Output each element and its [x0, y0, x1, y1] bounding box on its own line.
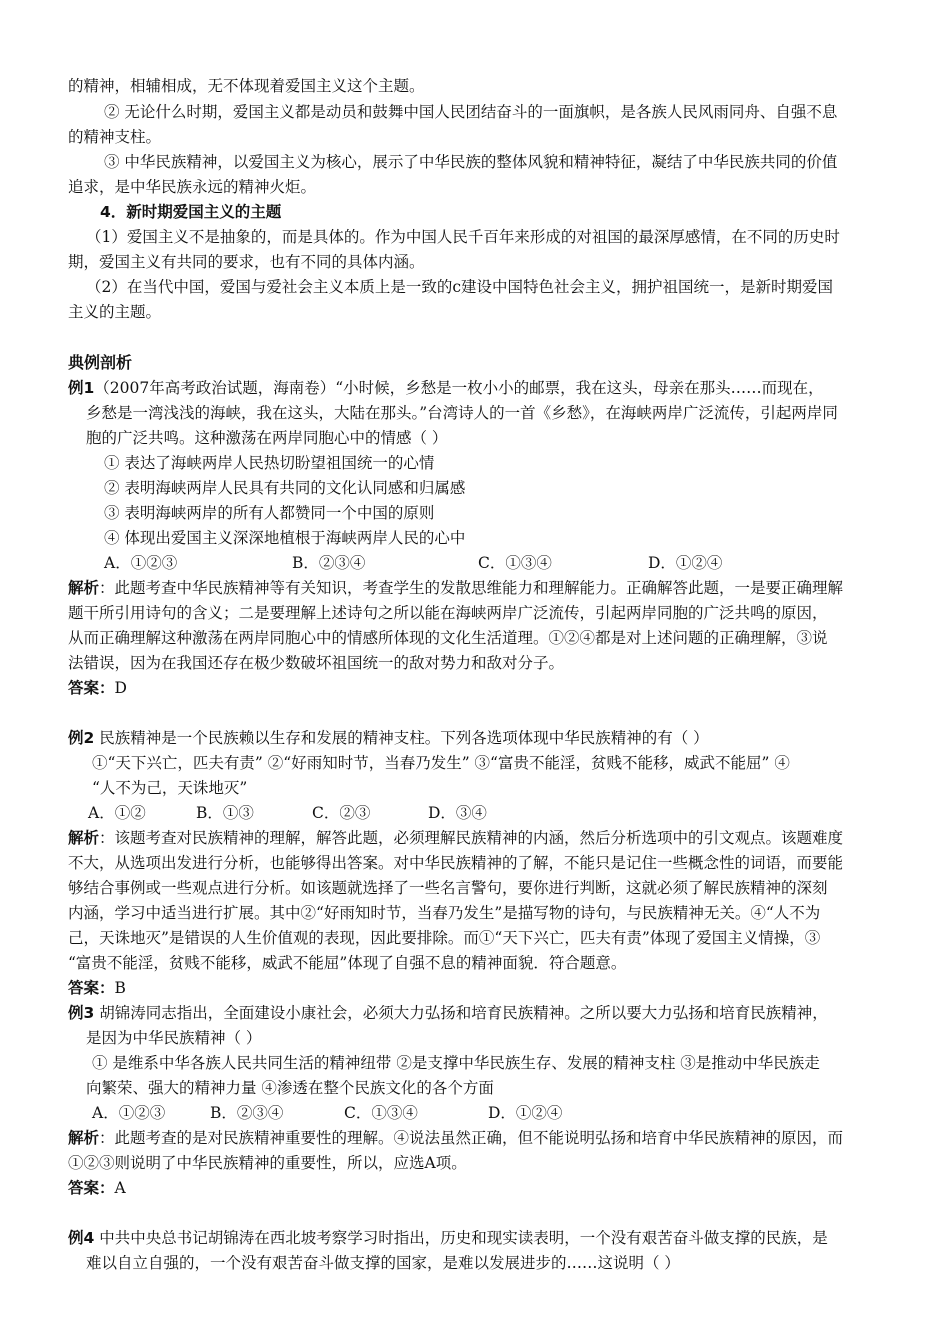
- example-2-option-b: B．①③: [196, 804, 254, 822]
- section-4-title: 4．新时期爱国主义的主题: [100, 203, 282, 221]
- example-1-answer-label: 答案：: [68, 679, 115, 697]
- example-2-answer-label: 答案：: [68, 979, 115, 997]
- section-4-point-1: （1）爱国主义不是抽象的，而是具体的。作为中国人民千百年来形成的对祖国的最深厚感情，在不同的历史时: [86, 228, 840, 246]
- example-1-question-line-1: [68, 377, 824, 399]
- intro-line-1: 的精神，相辅相成，无不体现着爱国主义这个主题。: [68, 77, 425, 95]
- example-1-statement-3: ③ 表明海峡两岸的所有人都赞同一个中国的原则: [104, 504, 435, 522]
- example-1-option-d: D．①②④: [648, 554, 723, 572]
- example-3-question-text: 胡锦涛同志指出，全面建设小康社会，必须大力弘扬和培育民族精神。之所以要大力弘扬和培育民族精神，: [94, 1004, 828, 1022]
- example-1-question-line-3: 胞的广泛共鸣。这种激荡在两岸同胞心中的情感（ ）: [86, 429, 448, 447]
- example-1-option-b: B．②③④: [292, 554, 366, 572]
- section-4-point-2: （2）在当代中国，爱国与爱社会主义本质上是一致的c建设中国特色社会主义，拥护祖国统一，是新时期爱国: [86, 278, 834, 296]
- intro-point-3-cont: 追求，是中华民族永远的精神火炬。: [68, 178, 317, 196]
- example-3-question-line-1: [68, 1002, 828, 1024]
- example-1-question-text: （2007年高考政治试题，海南卷）“小时候，乡愁是一枚小小的邮票，我在这头，母亲在那头……而现在，: [94, 379, 824, 397]
- example-1-analysis-text: ：此题考查中华民族精神等有关知识，考查学生的发散思维能力和理解能力。正确解答此题，一是要正确理解: [99, 579, 844, 597]
- example-1-analysis-line-4: 法错误，因为在我国还存在极少数破坏祖国统一的敌对势力和敌对分子。: [68, 654, 565, 672]
- section-4-point-2-cont: 主义的主题。: [68, 303, 162, 321]
- example-3-answer-label: 答案：: [68, 1179, 115, 1197]
- section-heading: 典例剖析: [68, 353, 133, 372]
- example-1-option-a: A．①②③: [104, 554, 178, 572]
- example-4-question-line-1: [68, 1227, 828, 1249]
- example-3-answer: [68, 1177, 126, 1199]
- example-3-option-d: D．①②④: [488, 1104, 563, 1122]
- example-3-statements-line-1: ① 是维系中华各族人民共同生活的精神纽带 ②是支撑中华民族生存、发展的精神支柱 ③是推动中华民族走: [92, 1054, 820, 1072]
- example-2-analysis-text: ：该题考查对民族精神的理解，解答此题，必须理解民族精神的内涵，然后分析选项中的引文观点。该题难度: [99, 829, 844, 847]
- intro-point-2-cont: 的精神支柱。: [68, 128, 162, 146]
- example-2-answer: [68, 977, 126, 999]
- example-2-option-a: A．①②: [88, 804, 146, 822]
- example-2-statements-line-2: “人不为己，天诛地灭”: [92, 779, 248, 797]
- example-2-statements-line-1: ①“天下兴亡，匹夫有责” ②“好雨知时节，当春乃发生” ③“富贵不能淫，贫贱不能移，威武不能屈” ④: [92, 754, 790, 772]
- section-4-point-1-cont: 期，爱国主义有共同的要求，也有不同的具体内涵。: [68, 253, 425, 271]
- example-1-label: 例1: [68, 379, 95, 397]
- example-2-option-d: D．③④: [428, 804, 487, 822]
- example-3-question-line-2: 是因为中华民族精神（ ）: [86, 1029, 262, 1047]
- example-3-analysis-line-1: [68, 1127, 843, 1149]
- example-2-question-text: 民族精神是一个民族赖以生存和发展的精神支柱。下列各选项体现中华民族精神的有（ ）: [94, 729, 709, 747]
- example-3-analysis-text: ：此题考查的是对民族精神重要性的理解。④说法虽然正确，但不能说明弘扬和培育中华民族精神的原因，而: [99, 1129, 844, 1147]
- intro-point-2: ② 无论什么时期，爱国主义都是动员和鼓舞中国人民团结奋斗的一面旗帜，是各族人民风雨同舟、自强不息: [104, 103, 838, 121]
- example-1-analysis-label: 解析: [68, 579, 100, 597]
- example-1-statement-2: ② 表明海峡两岸人民具有共同的文化认同感和归属感: [104, 479, 466, 497]
- example-1-analysis-line-3: 从而正确理解这种激荡在两岸同胞心中的情感所体现的文化生活道理。①②④都是对上述问题的正确理解，③说: [68, 629, 828, 647]
- example-3-analysis-label: 解析: [68, 1129, 100, 1147]
- example-1-statement-1: ① 表达了海峡两岸人民热切盼望祖国统一的心情: [104, 454, 435, 472]
- example-1-analysis-line-1: [68, 577, 843, 599]
- example-3-answer-value: A: [114, 1179, 126, 1197]
- example-1-answer-value: D: [114, 679, 127, 697]
- example-3-label: 例3: [68, 1004, 95, 1022]
- example-4-label: 例4: [68, 1229, 95, 1247]
- example-1-option-c: C．①③④: [478, 554, 552, 572]
- example-2-analysis-line-2: 不大，从选项出发进行分析，也能够得出答案。对中华民族精神的了解，不能只是记住一些概念性的词语，而要能: [68, 854, 844, 872]
- example-2-option-c: C．②③: [312, 804, 371, 822]
- example-2-analysis-line-6: “富贵不能淫，贫贱不能移，威武不能屈”体现了自强不息的精神面貌．符合题意。: [68, 954, 627, 972]
- example-1-answer: [68, 677, 127, 699]
- example-4-question-text: 中共中央总书记胡锦涛在西北坡考察学习时指出，历史和现实读表明，一个没有艰苦奋斗做支撑的民族，是: [94, 1229, 828, 1247]
- example-3-option-a: A．①②③: [92, 1104, 166, 1122]
- example-3-option-c: C．①③④: [344, 1104, 418, 1122]
- example-3-statements-line-2: 向繁荣、强大的精神力量 ④渗透在整个民族文化的各个方面: [86, 1079, 494, 1097]
- example-2-answer-value: B: [114, 979, 126, 997]
- example-2-analysis-label: 解析: [68, 829, 100, 847]
- example-4-question-line-2: 难以自立自强的，一个没有艰苦奋斗做支撑的国家，是难以发展进步的……这说明（ ）: [86, 1254, 680, 1272]
- example-2-analysis-line-5: 己，天诛地灭”是错误的人生价值观的表现，因此要排除。而①“天下兴亡，匹夫有责”体现了爱国主义情操，③: [68, 929, 821, 947]
- intro-point-3: ③ 中华民族精神，以爱国主义为核心，展示了中华民族的整体风貌和精神特征，凝结了中华民族共同的价值: [104, 153, 838, 171]
- example-2-question-line-1: [68, 727, 709, 749]
- example-1-analysis-line-2: 题干所引用诗句的含义；二是要理解上述诗句之所以能在海峡两岸广泛流传，引起两岸同胞的广泛共鸣的原因，: [68, 604, 828, 622]
- example-3-option-b: B．②③④: [210, 1104, 284, 1122]
- example-2-analysis-line-3: 够结合事例或一些观点进行分析。如该题就选择了一些名言警句，要你进行判断，这就必须了解民族精神的深刻: [68, 879, 828, 897]
- example-2-analysis-line-4: 内涵，学习中适当进行扩展。其中②“好雨知时节，当春乃发生”是描写物的诗句，与民族精神无关。④“人不为: [68, 904, 821, 922]
- example-1-question-line-2: 乡愁是一湾浅浅的海峡，我在这头，大陆在那头。”台湾诗人的一首《乡愁》，在海峡两岸广泛流传，引起两岸同: [86, 404, 838, 422]
- example-1-statement-4: ④ 体现出爱国主义深深地植根于海峡两岸人民的心中: [104, 529, 466, 547]
- example-2-label: 例2: [68, 729, 95, 747]
- example-3-analysis-line-2: ①②③则说明了中华民族精神的重要性，所以，应选A项。: [68, 1154, 467, 1172]
- example-2-analysis-line-1: [68, 827, 843, 849]
